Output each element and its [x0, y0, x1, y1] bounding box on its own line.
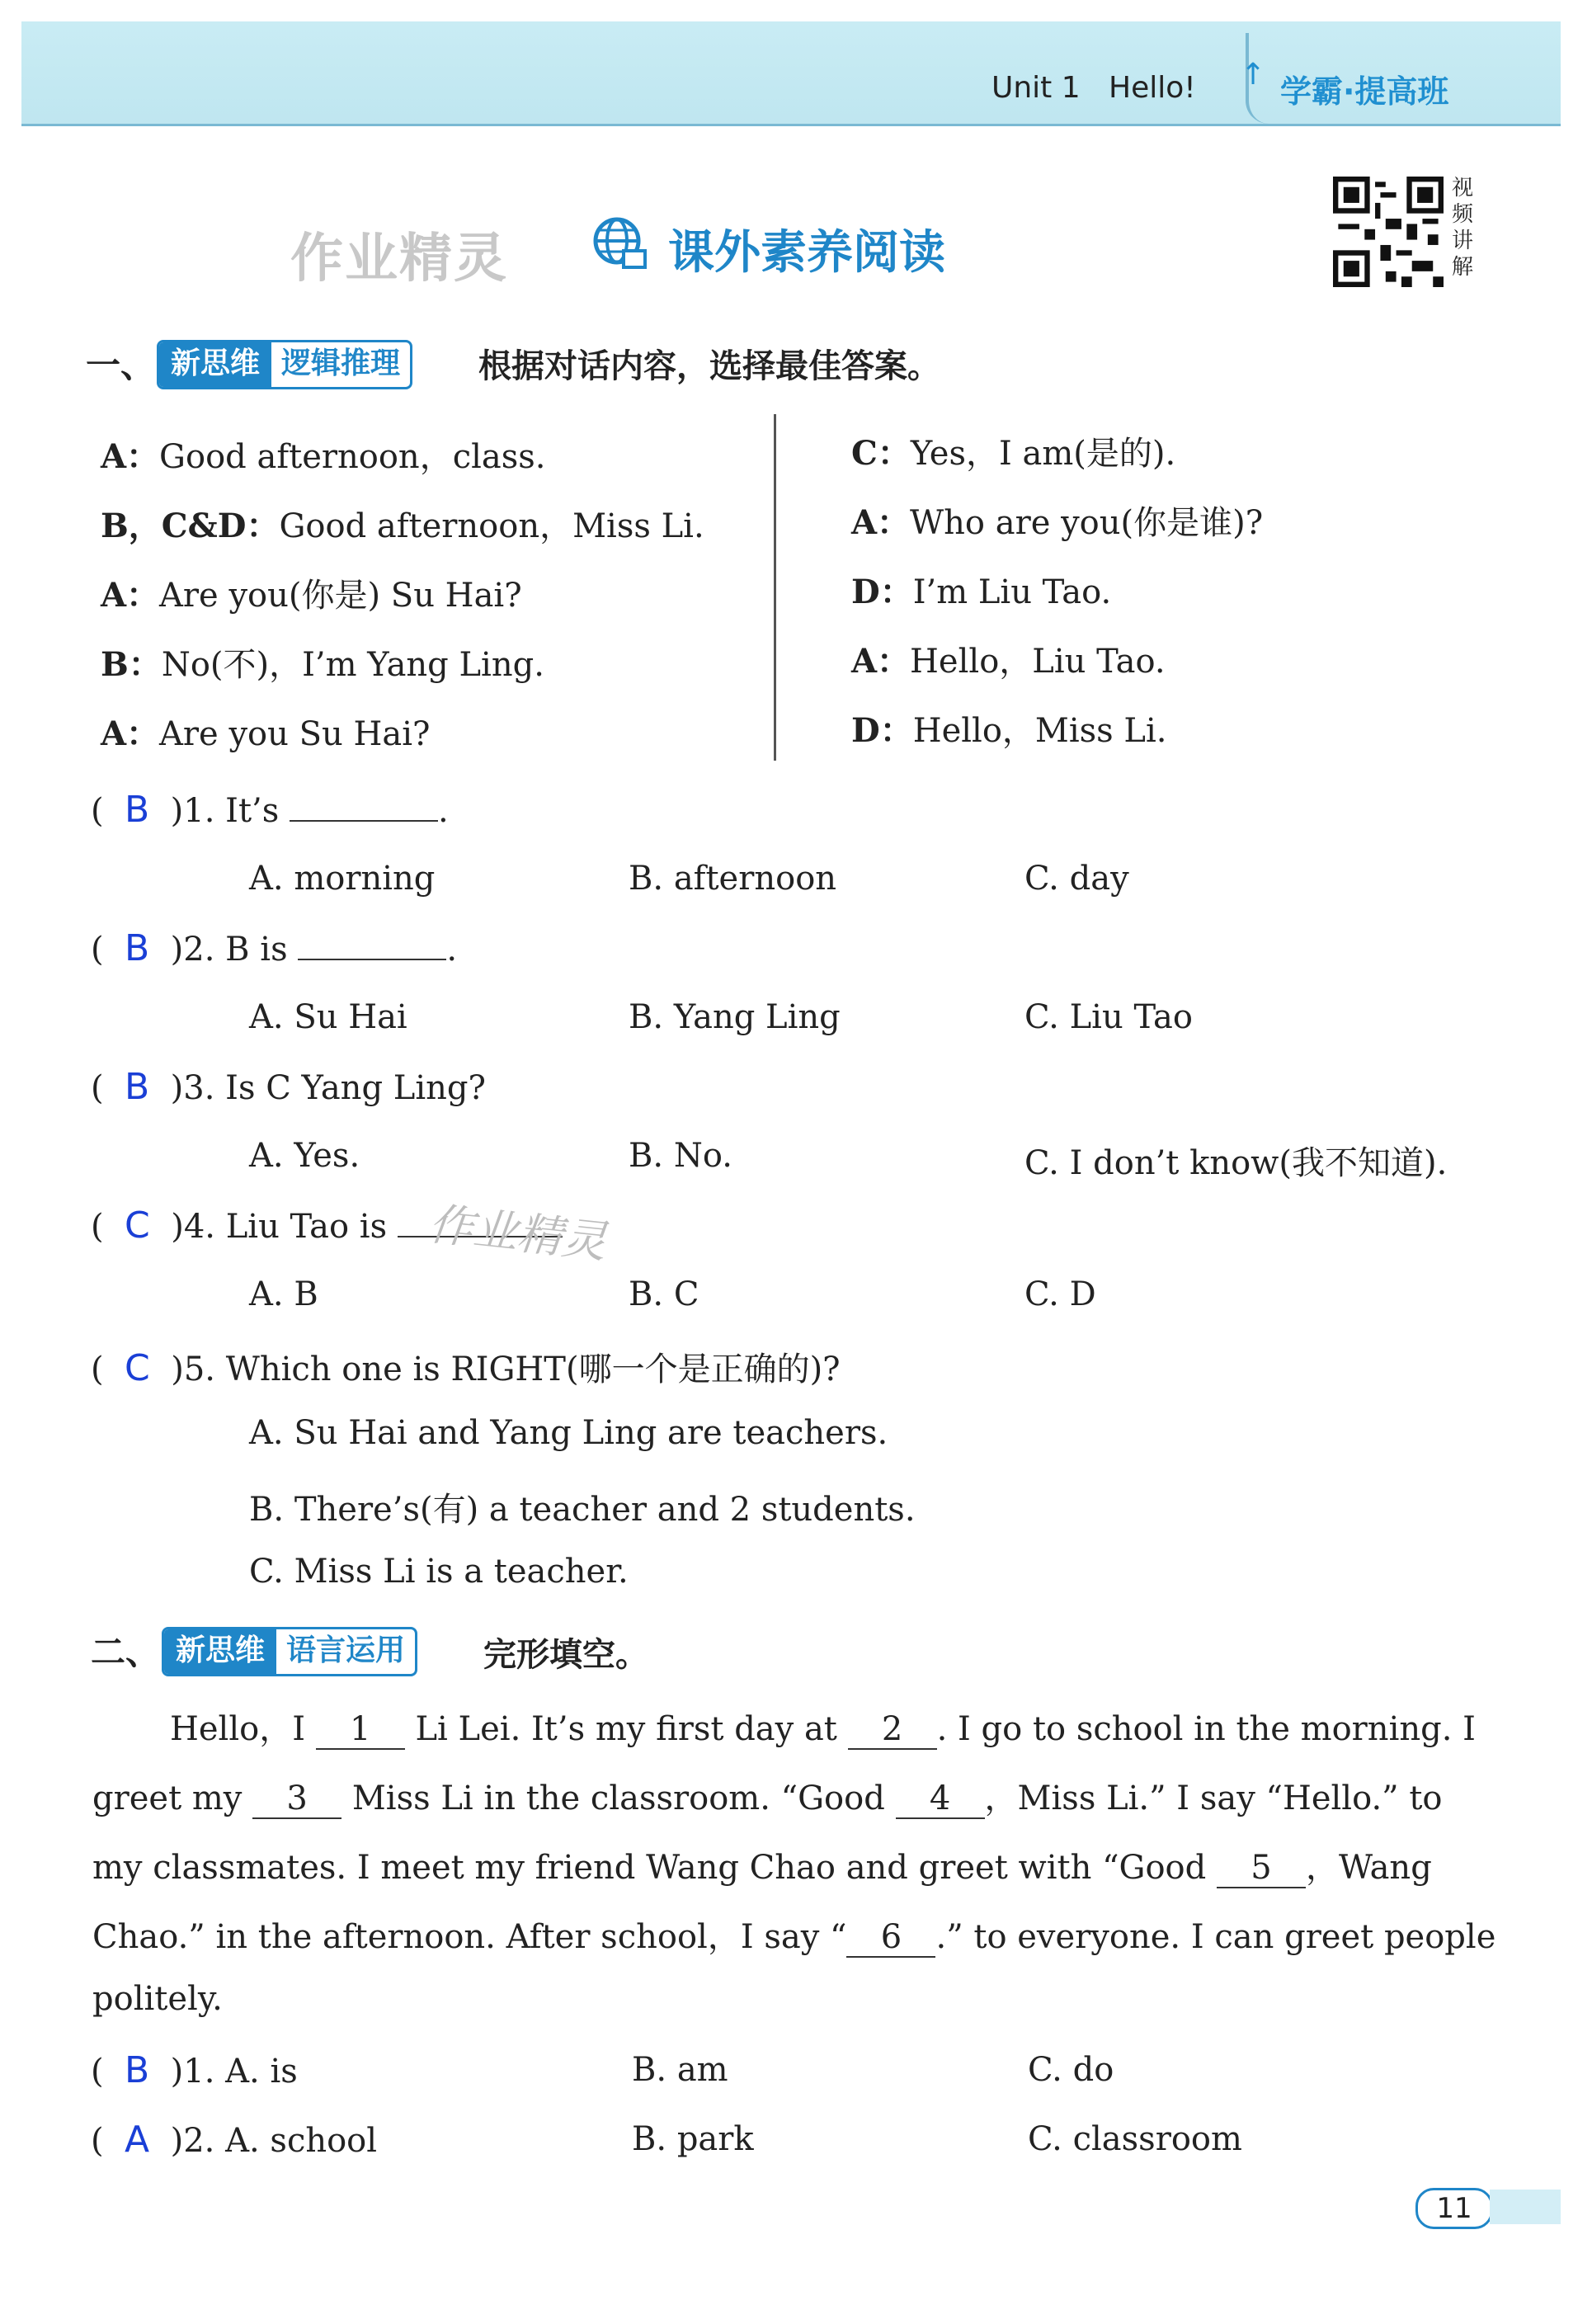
globe-icon	[591, 214, 648, 272]
answer: C	[125, 1347, 150, 1389]
numbered-blank: 3	[252, 1780, 341, 1819]
unit-label: Unit 1	[991, 71, 1081, 105]
dialogue-line: A：Are you Su Hai?	[101, 714, 431, 753]
answer-blank[interactable]	[290, 792, 438, 822]
option[interactable]: A. B	[249, 1275, 318, 1313]
question-4: ( C )4. Liu Tao is	[91, 1204, 563, 1247]
part1-tag	[157, 340, 412, 389]
question-1: ( B )1. It’s .	[91, 789, 449, 831]
page-number-tail	[1490, 2190, 1561, 2224]
dialogue-line: D：I’m Liu Tao.	[851, 573, 1112, 611]
option[interactable]: B. afternoon	[629, 860, 837, 898]
answer: B	[125, 2049, 150, 2091]
passage-line: greet my 3 Miss Li in the classroom. “Good 4 ，Miss Li.” I say “Hello.” to	[92, 1780, 1443, 1817]
dialogue-line: C：Yes，I am(是的).	[851, 434, 1176, 473]
dialogue-line: D：Hello，Miss Li.	[851, 711, 1167, 750]
passage-line: Hello，I 1 Li Lei. It’s my first day at 2 . I go to school in the morning. I	[170, 1710, 1476, 1748]
part2-tag-skill: 语言运用	[286, 1633, 406, 1667]
part1-number: 一、	[86, 345, 156, 385]
part2-number: 二、	[91, 1632, 161, 1672]
option[interactable]: C. day	[1024, 860, 1129, 898]
part1-tag-new: 新思维	[159, 342, 271, 387]
dialogue-divider	[774, 414, 776, 761]
dialogue-line: B：No(不)，I’m Yang Ling.	[101, 645, 544, 684]
numbered-blank: 6	[846, 1918, 935, 1958]
answer: C	[125, 1204, 150, 1247]
watermark: 作业精灵	[426, 1197, 610, 1269]
dialogue-line: A：Hello，Liu Tao.	[851, 642, 1166, 681]
option[interactable]: B. C	[629, 1275, 699, 1313]
answer-blank[interactable]	[298, 931, 446, 960]
answer: B	[125, 927, 150, 969]
answer: A	[125, 2119, 150, 2161]
watermark: 作业精灵	[290, 229, 508, 290]
option[interactable]: C. I don’t know(我不知道).	[1024, 1144, 1448, 1182]
cloze-question-2: ( A )2. A. school	[91, 2119, 378, 2161]
option[interactable]: C. do	[1028, 2051, 1114, 2089]
numbered-blank: 4	[896, 1780, 985, 1819]
part2-instruction: 完形填空。	[483, 1636, 648, 1674]
qr-code-icon[interactable]	[1333, 177, 1444, 287]
numbered-blank: 5	[1217, 1849, 1306, 1888]
passage-line: Chao.” in the afternoon. After school，I say “ 6 .” to everyone. I can greet people	[92, 1918, 1496, 1956]
option[interactable]: B. am	[632, 2051, 728, 2089]
option[interactable]: B. No.	[629, 1137, 732, 1175]
cloze-question-1: ( B )1. A. is	[91, 2049, 298, 2091]
option[interactable]: A. is	[225, 2053, 298, 2091]
numbered-blank: 2	[848, 1710, 937, 1750]
question-5: ( C )5. Which one is RIGHT(哪一个是正确的)?	[91, 1347, 841, 1389]
dialogue-line: A：Are you(你是) Su Hai?	[101, 576, 522, 615]
option[interactable]: B. Yang Ling	[629, 998, 841, 1036]
unit-title: Hello!	[1109, 71, 1196, 105]
option[interactable]: C. classroom	[1028, 2120, 1242, 2158]
option[interactable]: A. Yes.	[249, 1137, 360, 1175]
option[interactable]: B. park	[632, 2120, 754, 2158]
passage-line: my classmates. I meet my friend Wang Chao and greet with “Good 5 ，Wang	[92, 1849, 1432, 1887]
part2-tag-new: 新思维	[164, 1629, 276, 1674]
option[interactable]: C. Liu Tao	[1024, 998, 1193, 1036]
question-3: ( B )3. Is C Yang Ling?	[91, 1066, 486, 1108]
part2-tag	[162, 1627, 417, 1676]
passage-line: politely.	[92, 1980, 223, 2018]
dialogue-line: A：Who are you(你是谁)?	[851, 503, 1264, 542]
answer: B	[125, 789, 150, 831]
option[interactable]: C. Miss Li is a teacher.	[249, 1553, 629, 1591]
part1-instruction: 根据对话内容，选择最佳答案。	[478, 347, 940, 385]
dialogue-line: A：Good afternoon，class.	[101, 437, 546, 476]
option[interactable]: B. There’s(有) a teacher and 2 students.	[249, 1491, 916, 1529]
option[interactable]: A. Su Hai	[249, 998, 407, 1036]
numbered-blank: 1	[316, 1710, 405, 1750]
option[interactable]: C. D	[1024, 1275, 1096, 1313]
option[interactable]: A. school	[225, 2122, 378, 2160]
part1-tag-skill: 逻辑推理	[281, 346, 401, 380]
section-title: 课外素养阅读	[668, 226, 945, 280]
qr-label: 视频讲解	[1452, 176, 1474, 280]
dialogue-line: B，C&D：Good afternoon，Miss Li.	[101, 507, 704, 545]
answer: B	[125, 1066, 150, 1108]
brand-arrow-icon: ↑	[1241, 58, 1266, 92]
option[interactable]: A. Su Hai and Yang Ling are teachers.	[249, 1414, 888, 1452]
question-2: ( B )2. B is .	[91, 927, 458, 969]
brand-name: 学霸·提高班	[1280, 73, 1449, 110]
page-number: 11	[1415, 2188, 1493, 2229]
option[interactable]: A. morning	[249, 860, 436, 898]
